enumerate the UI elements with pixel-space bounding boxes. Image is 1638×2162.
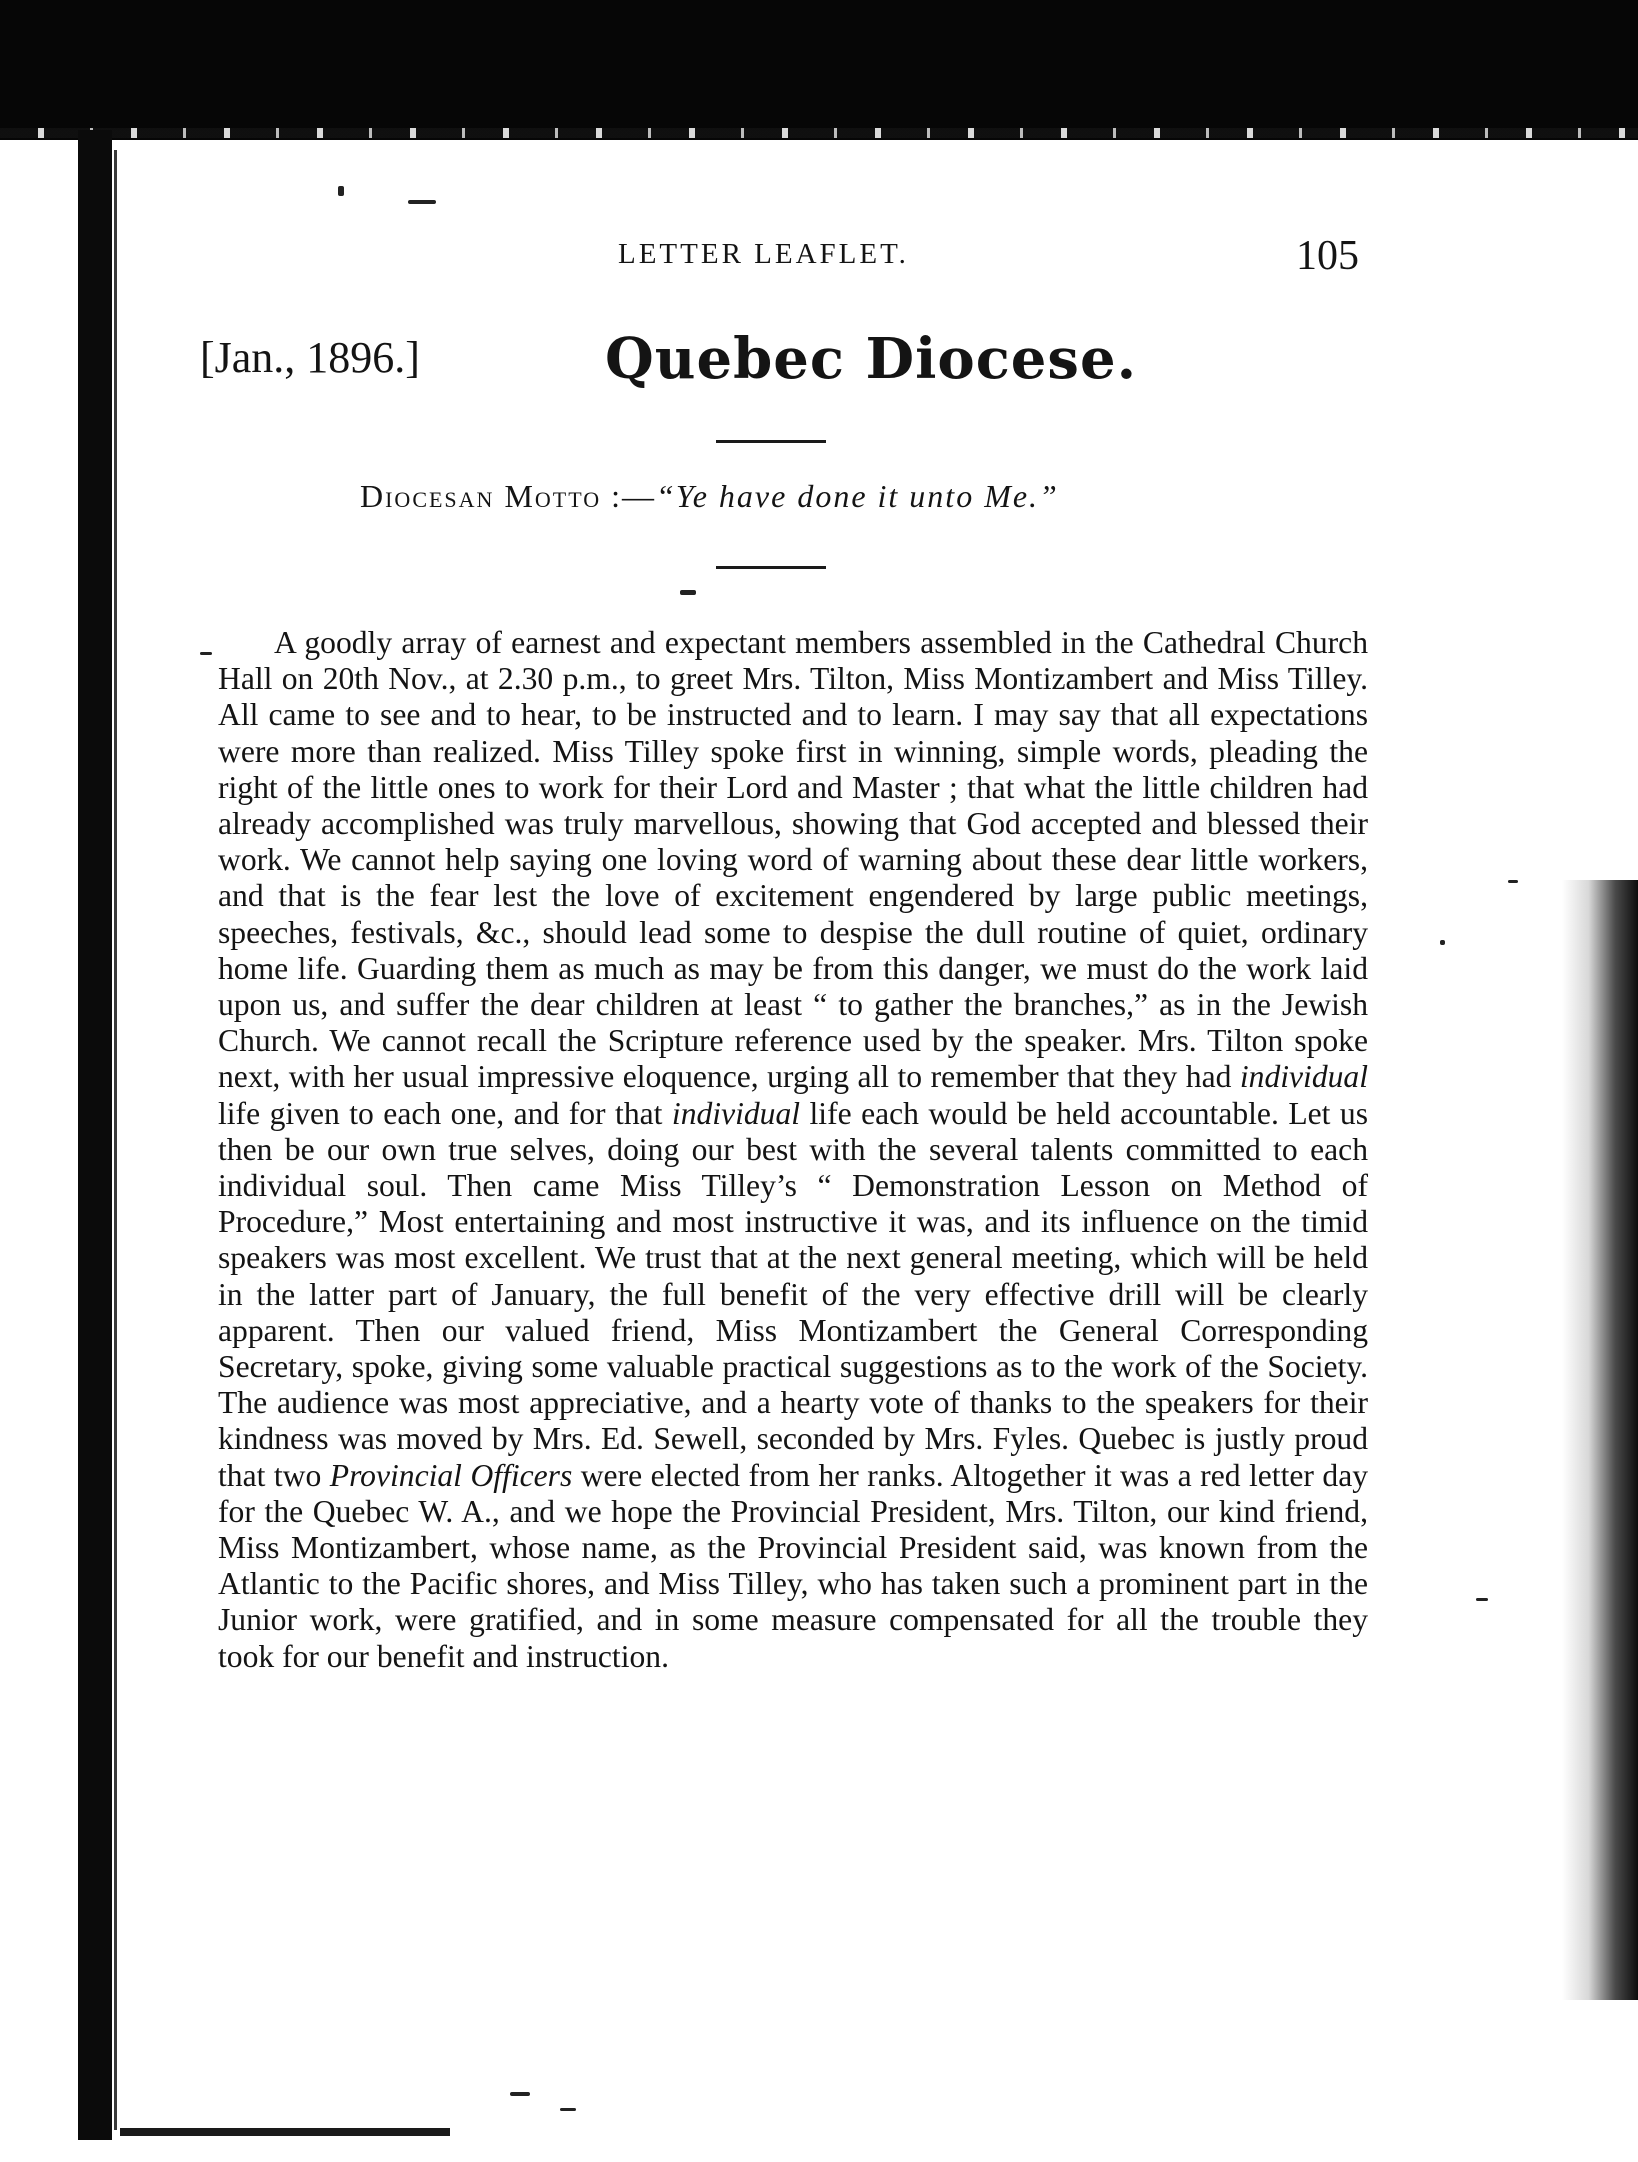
article-text: life each would be held accountable. Let us then be our own true selves, doing our best with the several talents committed to each individual soul. Then came Miss Tilley’s “ Demonstration Lesson on Method of Procedure,” Most entertaining and most instructive it was, and its influence on the timid speakers was most excellent. We trust that at the next general meeting, which will be held in the latter part of January, the full benefit of the very effective drill will be clearly apparent. Then our valued friend, Miss Montizambert the General Corresponding Secretary, spoke, giving some valuable practical suggestions as to the work of the Society. The audience was most appreciative, and a hearty vote of thanks to the speakers for their kindness was moved by Mrs. Ed. Sewell, seconded by Mrs. Fyles. Quebec is justly proud that two — [218, 1095, 1368, 1493]
scan-left-binding — [78, 130, 112, 2140]
page-number: 105 — [1296, 233, 1359, 279]
scan-speck — [680, 590, 696, 595]
scan-left-hairline — [114, 150, 117, 2130]
divider-rule — [716, 566, 826, 569]
motto-quote: “Ye have done it unto Me.” — [656, 478, 1059, 514]
article-italic: individual — [671, 1095, 801, 1131]
divider-rule — [716, 440, 826, 443]
issue-date: [Jan., 1896.] — [200, 333, 420, 382]
motto-label: Diocesan Motto :— — [360, 478, 657, 514]
scan-top-border — [0, 0, 1638, 140]
scan-speck — [200, 652, 212, 655]
page-title: Quebec Diocese. — [605, 326, 1138, 392]
scan-speck — [338, 186, 344, 196]
running-title: LETTER LEAFLET. — [618, 238, 909, 270]
scan-bottom-mark — [120, 2128, 450, 2136]
scan-right-shadow — [1562, 880, 1638, 2000]
scan-speck — [560, 2108, 576, 2111]
diocesan-motto — [360, 478, 1260, 515]
scan-speck — [1440, 940, 1445, 945]
scan-speck — [510, 2092, 530, 2096]
article-text: were elected from her ranks. Altogether it was a red letter day for the Quebec W. A., and we hope the Provincial President, Mrs. Tilton, our kind friend, Miss Montizambert, whose name, as the Provincial President said, was known from the Atlantic to the Pacific shores, and Miss Tilley, who has taken such a prominent part in the Junior work, were gratified, and in some measure compensated for all the trouble they took for our benefit and instruction. — [218, 1457, 1369, 1674]
scan-speck — [1508, 880, 1518, 883]
article-italic: individual — [1239, 1059, 1368, 1095]
article-text: A goodly array of earnest and expectant members assembled in the Cathedral Church Hall on 20th Nov., at 2.30 p.m., to greet Mrs. Tilton, Miss Montizambert and Miss Tilley. All came to see and to hear, to be instructed and to learn. I may say that all expectations were more than realized. Miss Tilley spoke first in winning, simple words, pleading the right of the little ones to work for their Lord and Master ; that what the little children had already accomplished was truly marvellous, showing that God accepted and blessed their work. We cannot help saying one loving word of warning about these dear little workers, and that is the fear lest the love of excitement engendered by large public meetings, speeches, festivals, &c., should lead some to despise the dull routine of quiet, ordinary home life. Guarding them as much as may be from this danger, we must do the work laid upon us, and suffer the dear children at least “ to gather the branches,” as in the Jewish Church. We cannot recall the Scripture reference used by the speaker. Mrs. Tilton spoke next, with her usual impressive eloquence, urging all to remember that they had — [218, 625, 1368, 1095]
article-italic: Provincial Officers — [329, 1457, 573, 1493]
article-body — [218, 625, 1368, 1675]
page-header — [0, 326, 1638, 406]
running-head — [0, 233, 1638, 279]
scan-speck — [408, 200, 436, 204]
scan-speck — [1476, 1598, 1488, 1601]
article-text: life given to each one, and for that — [218, 1095, 672, 1131]
scan-top-edge — [0, 128, 1638, 138]
